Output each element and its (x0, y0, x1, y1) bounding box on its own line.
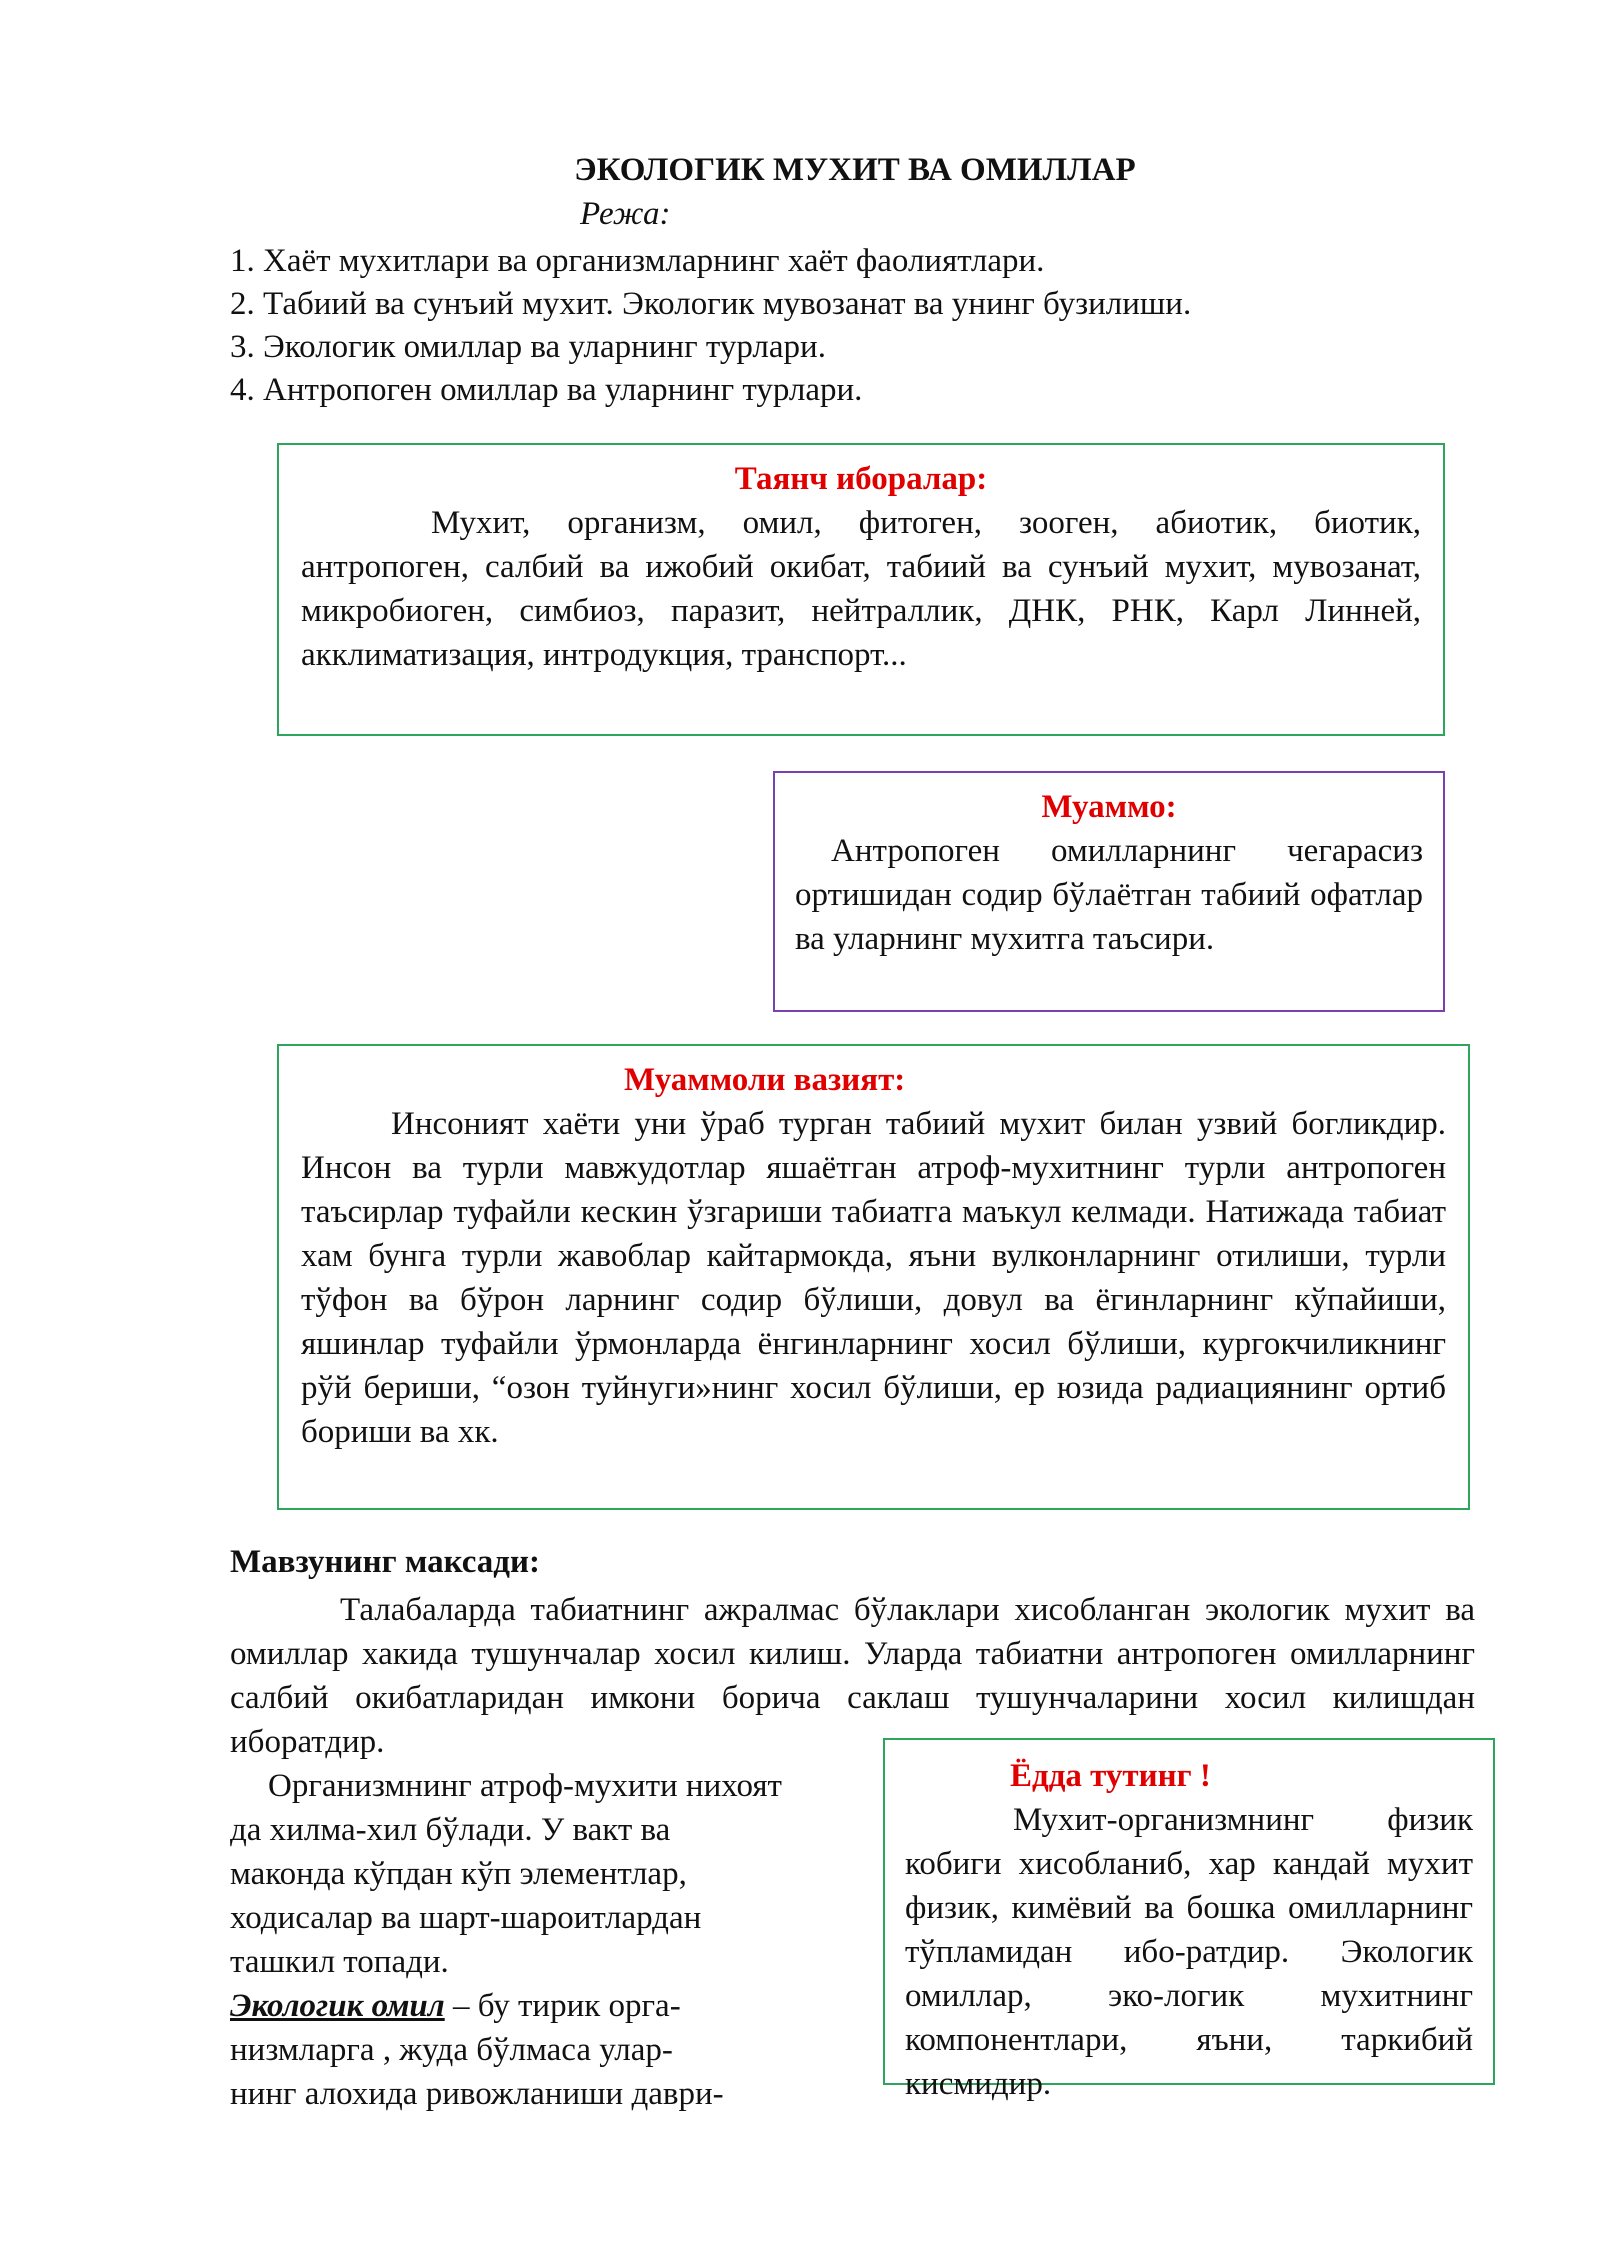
left-line: ташкил топади. (230, 1944, 449, 1980)
plan-item: 2. Табиий ва сунъий мухит. Экологик мувозанат ва унинг бузилиши. (230, 286, 1192, 322)
problem-text: Антропоген омилларнинг чегарасиз ортишидан содир бўлаётган табиий офатлар ва уларнинг мухитга таъсири. (795, 833, 1423, 957)
goal-text: Талабаларда табиатнинг ажралмас бўлаклари хисобланган экологик мухит ва омиллар хакида тушунчалар хосил килиш. Уларда табиатни антропоген омилларнинг салбий окибатларидан имкони борича саклаш тушунчаларини хосил килишдан иборатдир. (230, 1592, 1475, 1760)
term-line (230, 1984, 870, 2028)
problem-situation-box (277, 1044, 1470, 1510)
left-column-text (230, 1764, 870, 2116)
plan-heading: Режа: (580, 196, 671, 232)
term-rest: – бу тирик орга- (444, 1988, 681, 2024)
key-terms-text: Мухит, организм, омил, фитоген, зооген, абиотик, биотик, антропоген, салбий ва ижобий окибат, табиий ва сунъий мухит, мувозанат, микробиоген, симбиоз, паразит, нейтраллик, ДНК, РНК, Карл Линней, акклиматизация, интродукция, транспорт... (301, 505, 1421, 673)
plan-item: 1. Хаёт мухитлари ва организмларнинг хаёт фаолиятлари. (230, 243, 1045, 279)
problem-situation-title: Муаммоли вазият: (624, 1062, 906, 1098)
problem-title: Муаммо: (1041, 789, 1177, 825)
left-line: маконда кўпдан кўп элементлар, (230, 1856, 687, 1892)
left-line: ходисалар ва шарт-шароитлардан (230, 1900, 702, 1936)
left-line: низмларга , жуда бўлмаса улар- (230, 2032, 673, 2068)
remember-title: Ёдда тутинг ! (1010, 1758, 1211, 1794)
left-line: да хилма-хил бўлади. У вакт ва (230, 1812, 671, 1848)
remember-box (883, 1738, 1495, 2102)
plan-item: 4. Антропоген омиллар ва уларнинг турлари. (230, 372, 863, 408)
plan-item: 3. Экологик омиллар ва уларнинг турлари. (230, 329, 826, 365)
problem-situation-text: Инсоният хаёти уни ўраб турган табиий мухит билан узвий богликдир. Инсон ва турли мавжудотлар яшаётган атроф-мухитнинг турли антропоген таъсирлар туфайли кескин ўзгариши табиатга маъкул келмади. Натижада табиат хам бунга турли жавоблар кайтармокда, яъни вулконларнинг отилиши, турли тўфон ва бўрон ларнинг содир бўлиши, довул ва ёгинларнинг кўпайиши, яшинлар туфайли ўрмонларда ёнгинларнинг хосил бўлиши, кургокчиликнинг рўй бериши, “озон туйнуги»нинг хосил бўлиши, ер юзида радиациянинг ортиб бориши ва хк. (301, 1106, 1446, 1450)
key-terms-box (277, 443, 1445, 736)
ecological-factor-term: Экологик омил (230, 1988, 445, 2024)
remember-text: Мухит-организмнинг физик кобиги хисобланиб, хар кандай мухит физик, кимёвий ва бошка омилларнинг тўпламидан ибо-ратдир. Экологик омиллар, эко-логик мухитнинг компонентлари, яъни, таркибий кисмидир. (905, 1802, 1473, 2102)
left-line: нинг алохида ривожланиши даври- (230, 2076, 724, 2112)
goal-heading: Мавзунинг максади: (230, 1544, 541, 1580)
page-title: ЭКОЛОГИК МУХИТ ВА ОМИЛЛАР (574, 152, 1136, 188)
key-terms-title: Таянч иборалар: (734, 461, 988, 497)
problem-box (773, 771, 1445, 1012)
plan-list (230, 240, 1191, 412)
left-line: Организмнинг атроф-мухити нихоят (268, 1768, 782, 1804)
